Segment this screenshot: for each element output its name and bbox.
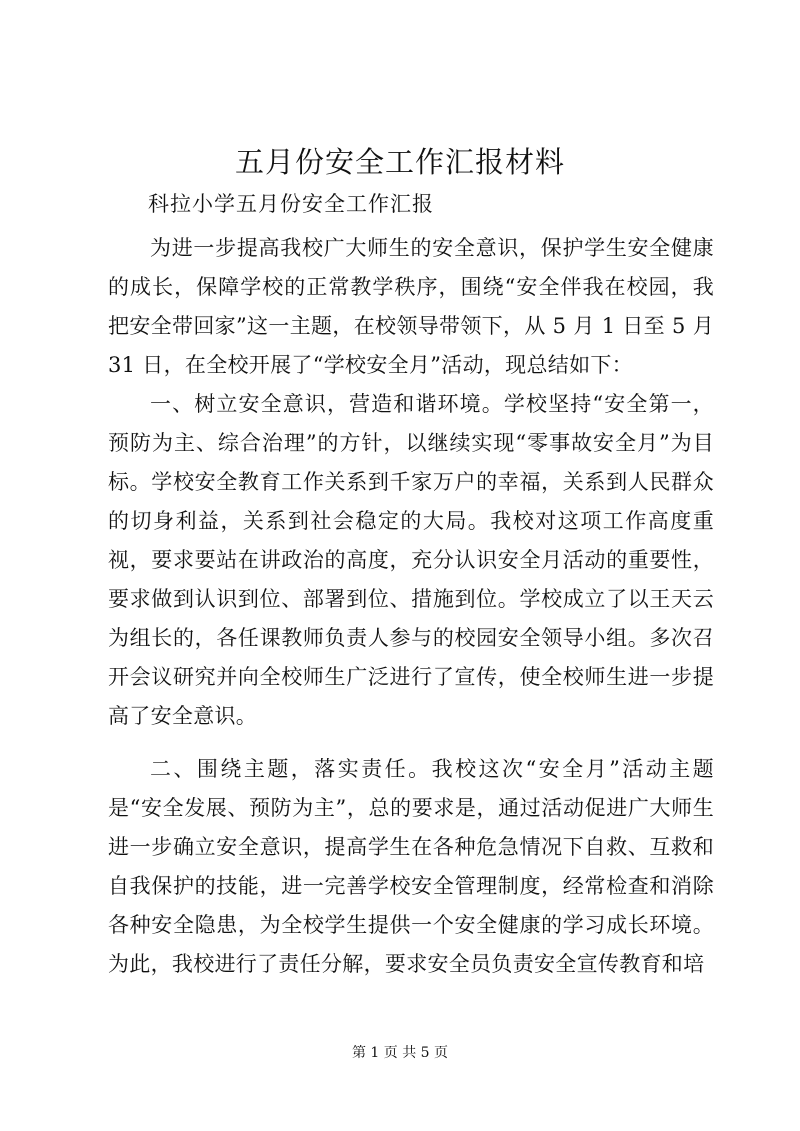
- document-body: [108, 229, 714, 984]
- paragraph-section-two: 二、围绕主题，落实责任。我校这次“安全月”活动主题是“安全发展、预防为主”，总的要求是，通过活动促进广大师生进一步确立安全意识，提高学生在各种危急情况下自救、互救和自我保护的技能，进一完善学校安全管理制度，经常检查和消除各种安全隐患，为全校学生提供一个安全健康的学习成长环境。为此，我校进行了责任分解，要求安全员负责安全宣传教育和培: [108, 757, 714, 976]
- paragraph-section-one: 一、树立安全意识，营造和谐环境。学校坚持“安全第一，预防为主、综合治理”的方针，以继续实现“零事故安全月”为目标。学校安全教育工作关系到千家万户的幸福，关系到人民群众的切身利益，关系到社会稳定的大局。我校对这项工作高度重视，要求要站在讲政治的高度，充分认识安全月活动的重要性，要求做到认识到位、部署到位、措施到位。学校成立了以王天云为组长的，各任课教师负责人参与的校园安全领导小组。多次召开会议研究并向全校师生广泛进行了宣传，使全校师生进一步提高了安全意识。: [108, 392, 714, 728]
- document-title: 五月份安全工作汇报材料: [234, 145, 565, 179]
- page-number-footer: 第 1 页 共 5 页: [351, 1045, 449, 1061]
- paragraph-intro: 为进一步提高我校广大师生的安全意识，保护学生安全健康的成长，保障学校的正常教学秩序，围绕“安全伴我在校园，我把安全带回家”这一主题，在校领导带领下，从 5 月 1 日至 5 月 31 日，在全校开展了“学校安全月”活动，现总结如下：: [108, 236, 714, 377]
- document-subtitle: 科拉小学五月份安全工作汇报: [148, 192, 434, 216]
